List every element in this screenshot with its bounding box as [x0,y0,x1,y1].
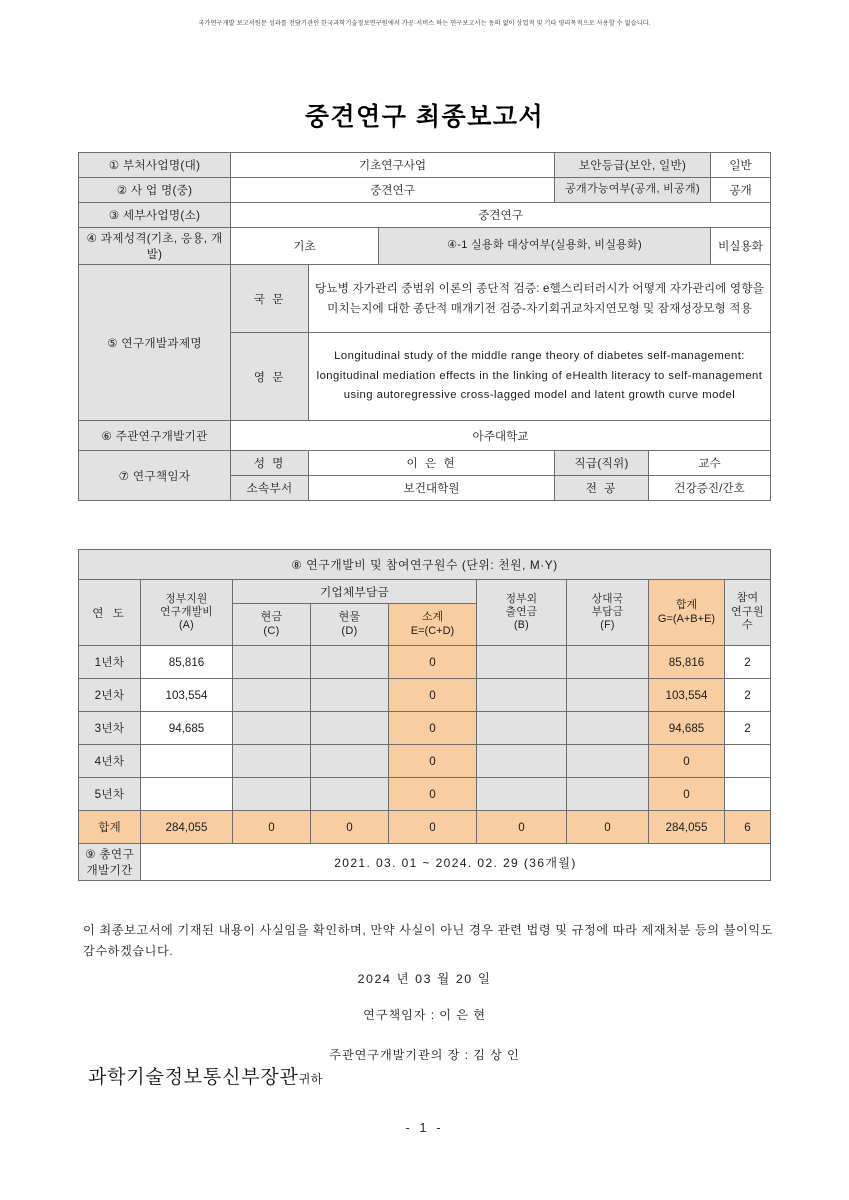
page-number: - 1 - [405,1120,444,1135]
table-row [79,778,771,811]
cell-nongov [477,679,567,712]
col-header-nongov [477,580,567,646]
cell-researchers: 2 [725,712,771,745]
cell-total: 0 [649,745,725,778]
total-cash: 0 [233,811,311,844]
row-year: 1년차 [79,646,141,679]
research-title-label: ⑤ 연구개발과제명 [79,265,231,421]
pi-dept-label: 소속부서 [231,476,309,501]
cell-gov-support: 94,685 [141,712,233,745]
cell-partner [567,745,649,778]
table-row [79,153,771,178]
table-row [79,451,771,476]
table-row [79,712,771,745]
research-period-row [79,844,771,881]
subtotal-line1: 소계 [421,610,444,623]
signature-org-head: 주관연구개발기관의 장 : 김 상 인 [329,1048,520,1062]
table-row [79,745,771,778]
signature-date: 2024 년 03 월 20 일 [357,972,492,986]
cell-researchers: 2 [725,679,771,712]
col-header-company-burden: 기업체부담금 [233,580,477,604]
cell-cash [233,679,311,712]
project-character-label: ④ 과제성격(기초, 응용, 개발) [79,228,231,265]
cell-cash [233,778,311,811]
pi-major-label: 전 공 [555,476,649,501]
disclosure-value: 공개 [711,178,771,203]
nongov-line3: (B) [513,618,530,631]
host-institution-value: 아주대학교 [231,421,771,451]
host-institution-label: ⑥ 주관연구개발기관 [79,421,231,451]
cell-partner [567,679,649,712]
research-period-value: 2021. 03. 01 ~ 2024. 02. 29 (36개월) [141,844,771,881]
col-header-researchers [725,580,771,646]
inkind-line2: (D) [341,624,358,637]
nongov-line2: 출연금 [505,606,538,619]
cell-nongov [477,745,567,778]
total-line1: 합계 [675,598,698,611]
partner-line2: 부담금 [591,606,624,619]
commercialization-label: ④-1 실용화 대상여부(실용화, 비실용화) [379,228,711,265]
cell-total: 85,816 [649,646,725,679]
budget-caption: ⑧ 연구개발비 및 참여연구원수 (단위: 천원, M·Y) [79,550,771,580]
col-header-total [649,580,725,646]
cell-subtotal: 0 [389,679,477,712]
total-inkind: 0 [311,811,389,844]
disclosure-label: 공개가능여부(공개, 비공개) [555,178,711,203]
budget-table [78,549,771,881]
cell-nongov [477,712,567,745]
cell-total: 0 [649,778,725,811]
col-header-cash [233,604,311,646]
table-row [79,178,771,203]
row-year: 4년차 [79,745,141,778]
commercialization-value: 비실용화 [711,228,771,265]
table-row [79,646,771,679]
cell-partner [567,778,649,811]
english-title-value: Longitudinal study of the middle range theory of diabetes self-management: longitudinal mediation effects in the linking of eHealth literacy to self-management using autoregressive cross-lagged model and latent growth curve model [309,333,771,421]
budget-header-row-1 [79,580,771,604]
cell-subtotal: 0 [389,778,477,811]
project-character-value: 기초 [231,228,379,265]
gov-support-line2: 연구개발비 [160,606,213,619]
total-subtotal: 0 [389,811,477,844]
total-nongov: 0 [477,811,567,844]
nongov-line1: 정부외 [505,593,538,606]
total-row-label: 합계 [79,811,141,844]
page-title: 중견연구 최종보고서 [304,103,545,131]
col-header-subtotal [389,604,477,646]
security-grade-label: 보안등급(보안, 일반) [555,153,711,178]
cell-gov-support [141,778,233,811]
cell-inkind [311,646,389,679]
cell-total: 94,685 [649,712,725,745]
total-line2: G=(A+B+E) [657,612,716,625]
researchers-line2: 연구원수 [731,605,764,632]
row-year: 2년차 [79,679,141,712]
research-period-label: ⑨ 총연구개발기간 [79,844,141,881]
addressee-suffix: 귀하 [298,1072,323,1086]
report-info-table [78,152,771,501]
researchers-line1: 참여 [736,591,759,604]
partner-line3: (F) [600,618,615,631]
pi-position-value: 교수 [649,451,771,476]
row-year: 5년차 [79,778,141,811]
col-header-inkind [311,604,389,646]
gov-support-line3: (A) [178,618,195,631]
copyright-notice: 국가연구개발 보고서원문 성과를 전담기관인 한국과학기술정보연구원에서 가공·서비스 하는 연구보고서는 동의 없이 상업적 및 기타 영리목적으로 사용할 수 없습니다. [198,20,651,27]
cell-subtotal: 0 [389,712,477,745]
cell-gov-support: 85,816 [141,646,233,679]
pi-name-label: 성 명 [231,451,309,476]
addressee-line [88,1062,323,1089]
cell-partner [567,712,649,745]
cell-total: 103,554 [649,679,725,712]
sub-project-value: 중견연구 [231,203,771,228]
row-year: 3년차 [79,712,141,745]
cell-researchers [725,778,771,811]
pi-dept-value: 보건대학원 [309,476,555,501]
pi-name-value: 이 은 현 [309,451,555,476]
cell-researchers [725,745,771,778]
gov-support-line1: 정부지원 [165,593,208,606]
table-row [79,203,771,228]
cell-inkind [311,745,389,778]
col-header-gov-support [141,580,233,646]
cell-researchers: 2 [725,646,771,679]
korean-title-value: 당뇨병 자가관리 중범위 이론의 종단적 검증: e헬스리터러시가 어떻게 자가관리에 영향을 미치는지에 대한 종단적 매개기전 검증-자기회귀교차지연모형 및 잠재성장모형 적용 [309,265,771,333]
pi-label: ⑦ 연구책임자 [79,451,231,501]
cell-inkind [311,712,389,745]
security-grade-value: 일반 [711,153,771,178]
cell-gov-support: 103,554 [141,679,233,712]
table-row [79,265,771,333]
budget-total-row [79,811,771,844]
pi-position-label: 직급(직위) [555,451,649,476]
subtotal-line2: E=(C+D) [410,624,455,637]
cell-inkind [311,679,389,712]
cell-cash [233,745,311,778]
cash-line2: (C) [263,624,280,637]
cell-nongov [477,778,567,811]
table-row [79,679,771,712]
addressee-name: 과학기술정보통신부장관 [88,1067,299,1088]
total-researchers: 6 [725,811,771,844]
declaration-text: 이 최종보고서에 기재된 내용이 사실임을 확인하며, 만약 사실이 아닌 경우 관련 법령 및 규정에 따라 제재처분 등의 불이익도 감수하겠습니다. [83,923,773,959]
table-row [79,421,771,451]
project-name-value: 중견연구 [231,178,555,203]
ministry-project-label: ① 부처사업명(대) [79,153,231,178]
table-row [79,228,771,265]
cell-gov-support [141,745,233,778]
col-header-partner [567,580,649,646]
cell-inkind [311,778,389,811]
cell-cash [233,712,311,745]
korean-title-label: 국 문 [231,265,309,333]
pi-major-value: 건강증진/간호 [649,476,771,501]
english-title-label: 영 문 [231,333,309,421]
total-partner: 0 [567,811,649,844]
cell-partner [567,646,649,679]
sub-project-label: ③ 세부사업명(소) [79,203,231,228]
inkind-line1: 현물 [338,610,361,623]
cell-nongov [477,646,567,679]
col-header-year: 연 도 [79,580,141,646]
budget-caption-row [79,550,771,580]
total-grand: 284,055 [649,811,725,844]
project-name-label: ② 사 업 명(중) [79,178,231,203]
cell-subtotal: 0 [389,745,477,778]
total-gov-support: 284,055 [141,811,233,844]
cell-subtotal: 0 [389,646,477,679]
cash-line1: 현금 [260,610,283,623]
ministry-project-value: 기초연구사업 [231,153,555,178]
signature-pi: 연구책임자 : 이 은 현 [363,1008,486,1022]
partner-line1: 상대국 [591,593,624,606]
cell-cash [233,646,311,679]
